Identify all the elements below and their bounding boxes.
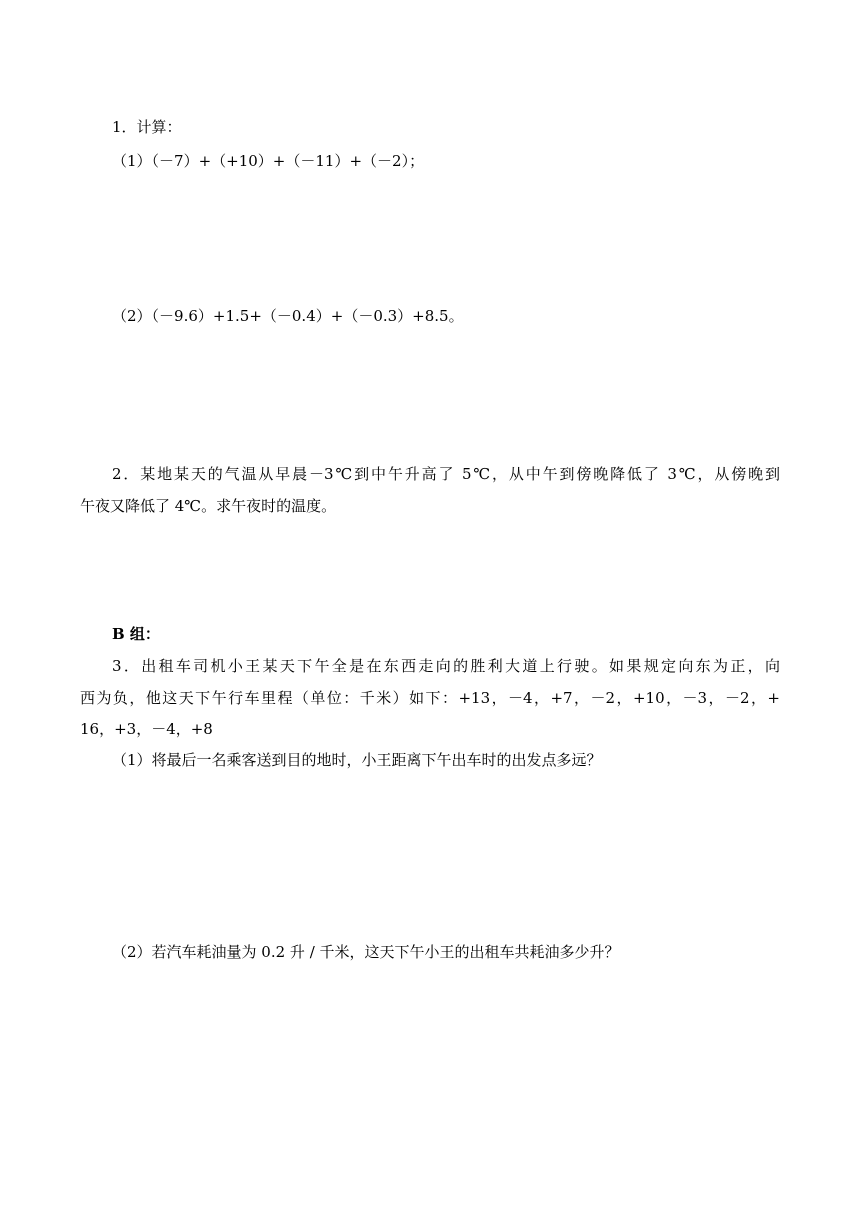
question-2-line-1: 2．某地某天的气温从早晨－3℃到中午升高了 5℃，从中午到傍晚降低了 3℃，从傍晚到 [112,465,780,483]
question-1-title: 1．计算： [112,118,182,136]
group-b-heading: B 组： [112,625,160,643]
question-3-line-3: 16，+3，－4，+8 [80,720,213,738]
question-3-part-1: （1）将最后一名乘客送到目的地时，小王距离下午出车时的出发点多远？ [112,751,602,769]
question-1-part-2: （2）（－9.6）+1.5+（－0.4）+（－0.3）+8.5。 [112,307,464,325]
question-3-part-2: （2）若汽车耗油量为 0.2 升 / 千米，这天下午小王的出租车共耗油多少升？ [112,943,620,961]
question-3-line-2: 西为负，他这天下午行车里程（单位：千米）如下：+13，－4，+7，－2，+10，－3，－2，+ [80,689,780,707]
question-1-part-1: （1）（－7）+（+10）+（－11）+（－2）； [112,152,425,170]
question-3-line-1: 3．出租车司机小王某天下午全是在东西走向的胜利大道上行驶。如果规定向东为正，向 [112,657,780,675]
question-2-line-2: 午夜又降低了 4℃。求午夜时的温度。 [80,497,337,515]
